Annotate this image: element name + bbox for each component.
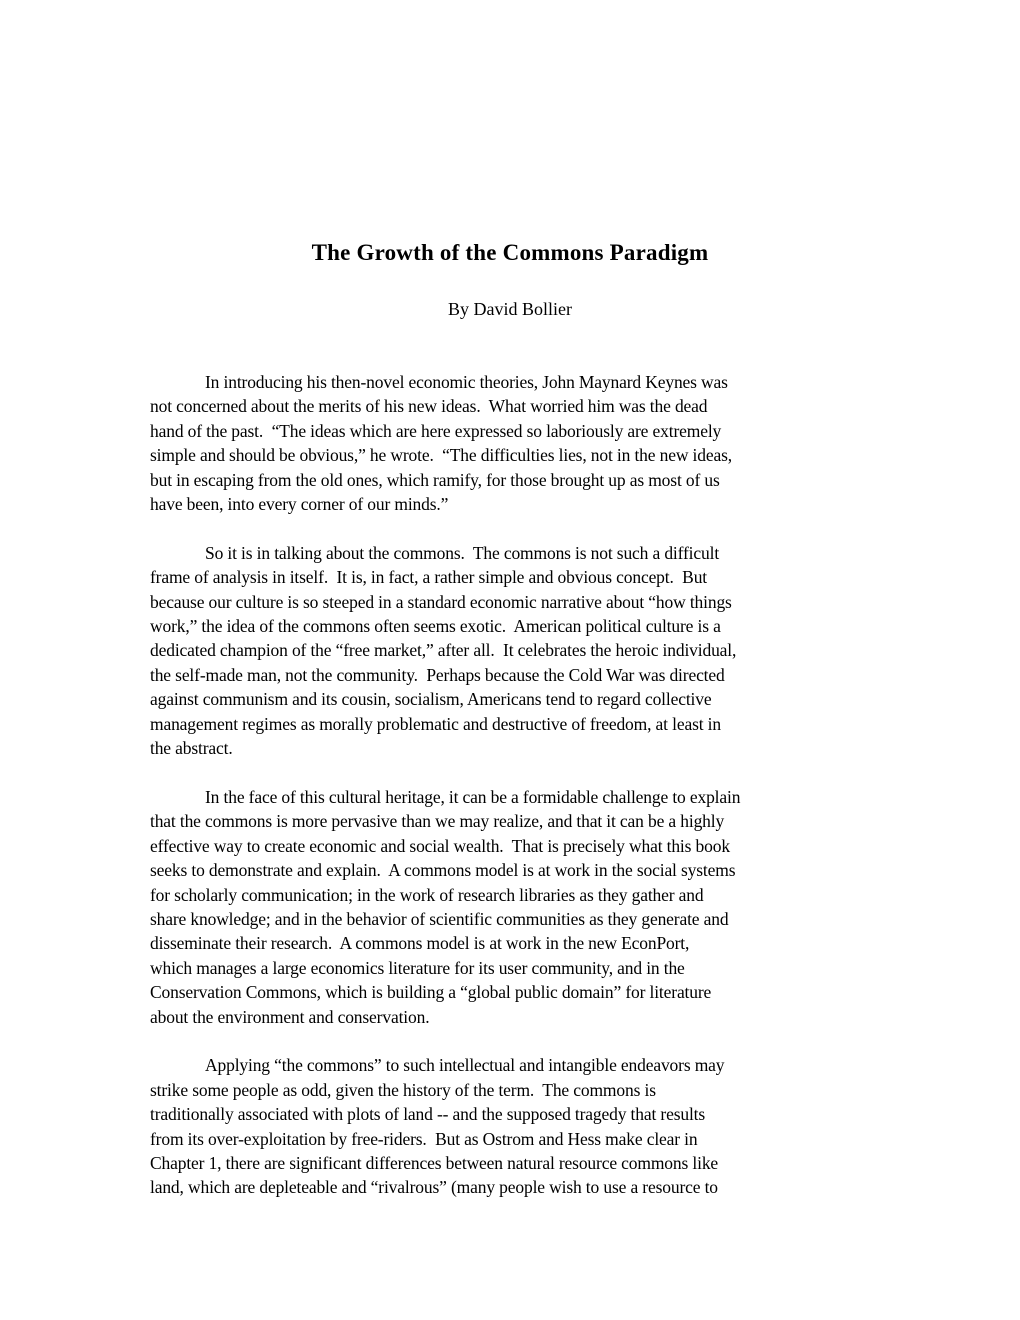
document-title: The Growth of the Commons Paradigm	[311, 240, 709, 265]
text-line: In introducing his then-novel economic theories, John Maynard Keynes was	[205, 372, 728, 392]
text-line: disseminate their research. A commons model is at work in the new EconPort,	[150, 933, 690, 954]
text-line: land, which are depleteable and “rivalrous” (many people wish to use a resource to	[150, 1177, 718, 1198]
text-line: the abstract.	[150, 738, 233, 759]
document-body	[150, 370, 890, 1224]
text-line: management regimes as morally problematic and destructive of freedom, at least in	[150, 713, 721, 734]
text-line: strike some people as odd, given the history of the term. The commons is	[150, 1079, 656, 1100]
paragraph	[150, 785, 890, 1029]
paragraph	[150, 541, 890, 761]
text-line: not concerned about the merits of his new ideas. What worried him was the dead	[150, 396, 708, 417]
text-line: effective way to create economic and social wealth. That is precisely what this book	[150, 835, 730, 856]
text-line: hand of the past. “The ideas which are here expressed so laboriously are extremely	[150, 420, 722, 441]
text-line: share knowledge; and in the behavior of scientific communities as they generate and	[150, 908, 729, 929]
text-line: Conservation Commons, which is building a “global public domain” for literature	[150, 982, 712, 1003]
text-line: traditionally associated with plots of land -- and the supposed tragedy that results	[150, 1104, 706, 1125]
text-line: So it is in talking about the commons. The commons is not such a difficult	[205, 542, 720, 563]
paragraph	[150, 370, 890, 516]
text-line: work,” the idea of the commons often seems exotic. American political culture is a	[150, 616, 721, 637]
text-line: frame of analysis in itself. It is, in fact, a rather simple and obvious concept. But	[150, 567, 708, 588]
text-line: Chapter 1, there are significant differences between natural resource commons like	[150, 1152, 719, 1173]
text-line: simple and should be obvious,” he wrote. “The difficulties lies, not in the new ideas,	[150, 445, 732, 466]
text-line: Applying “the commons” to such intellectual and intangible endeavors may	[205, 1055, 725, 1076]
text-line: but in escaping from the old ones, which ramify, for those brought up as most of us	[150, 469, 720, 490]
text-line: about the environment and conservation.	[150, 1006, 430, 1027]
text-line: dedicated champion of the “free market,” after all. It celebrates the heroic individual,	[150, 640, 737, 661]
text-line: from its over-exploitation by free-riders. But as Ostrom and Hess make clear in	[150, 1128, 698, 1149]
text-line: against communism and its cousin, socialism, Americans tend to regard collective	[150, 689, 712, 710]
text-line: which manages a large economics literature for its user community, and in the	[150, 957, 685, 978]
paragraph	[150, 1053, 890, 1199]
text-line: In the face of this cultural heritage, it can be a formidable challenge to explain	[205, 786, 741, 807]
text-line: for scholarly communication; in the work of research libraries as they gather and	[150, 884, 704, 905]
text-line: seeks to demonstrate and explain. A commons model is at work in the social systems	[150, 860, 736, 881]
text-line: that the commons is more pervasive than we may realize, and that it can be a highly	[150, 811, 725, 832]
text-line: the self-made man, not the community. Perhaps because the Cold War was directed	[150, 664, 725, 685]
text-line: because our culture is so steeped in a standard economic narrative about “how things	[150, 591, 732, 612]
text-line: have been, into every corner of our minds.”	[150, 494, 449, 515]
document-byline: By David Bollier	[448, 299, 572, 319]
